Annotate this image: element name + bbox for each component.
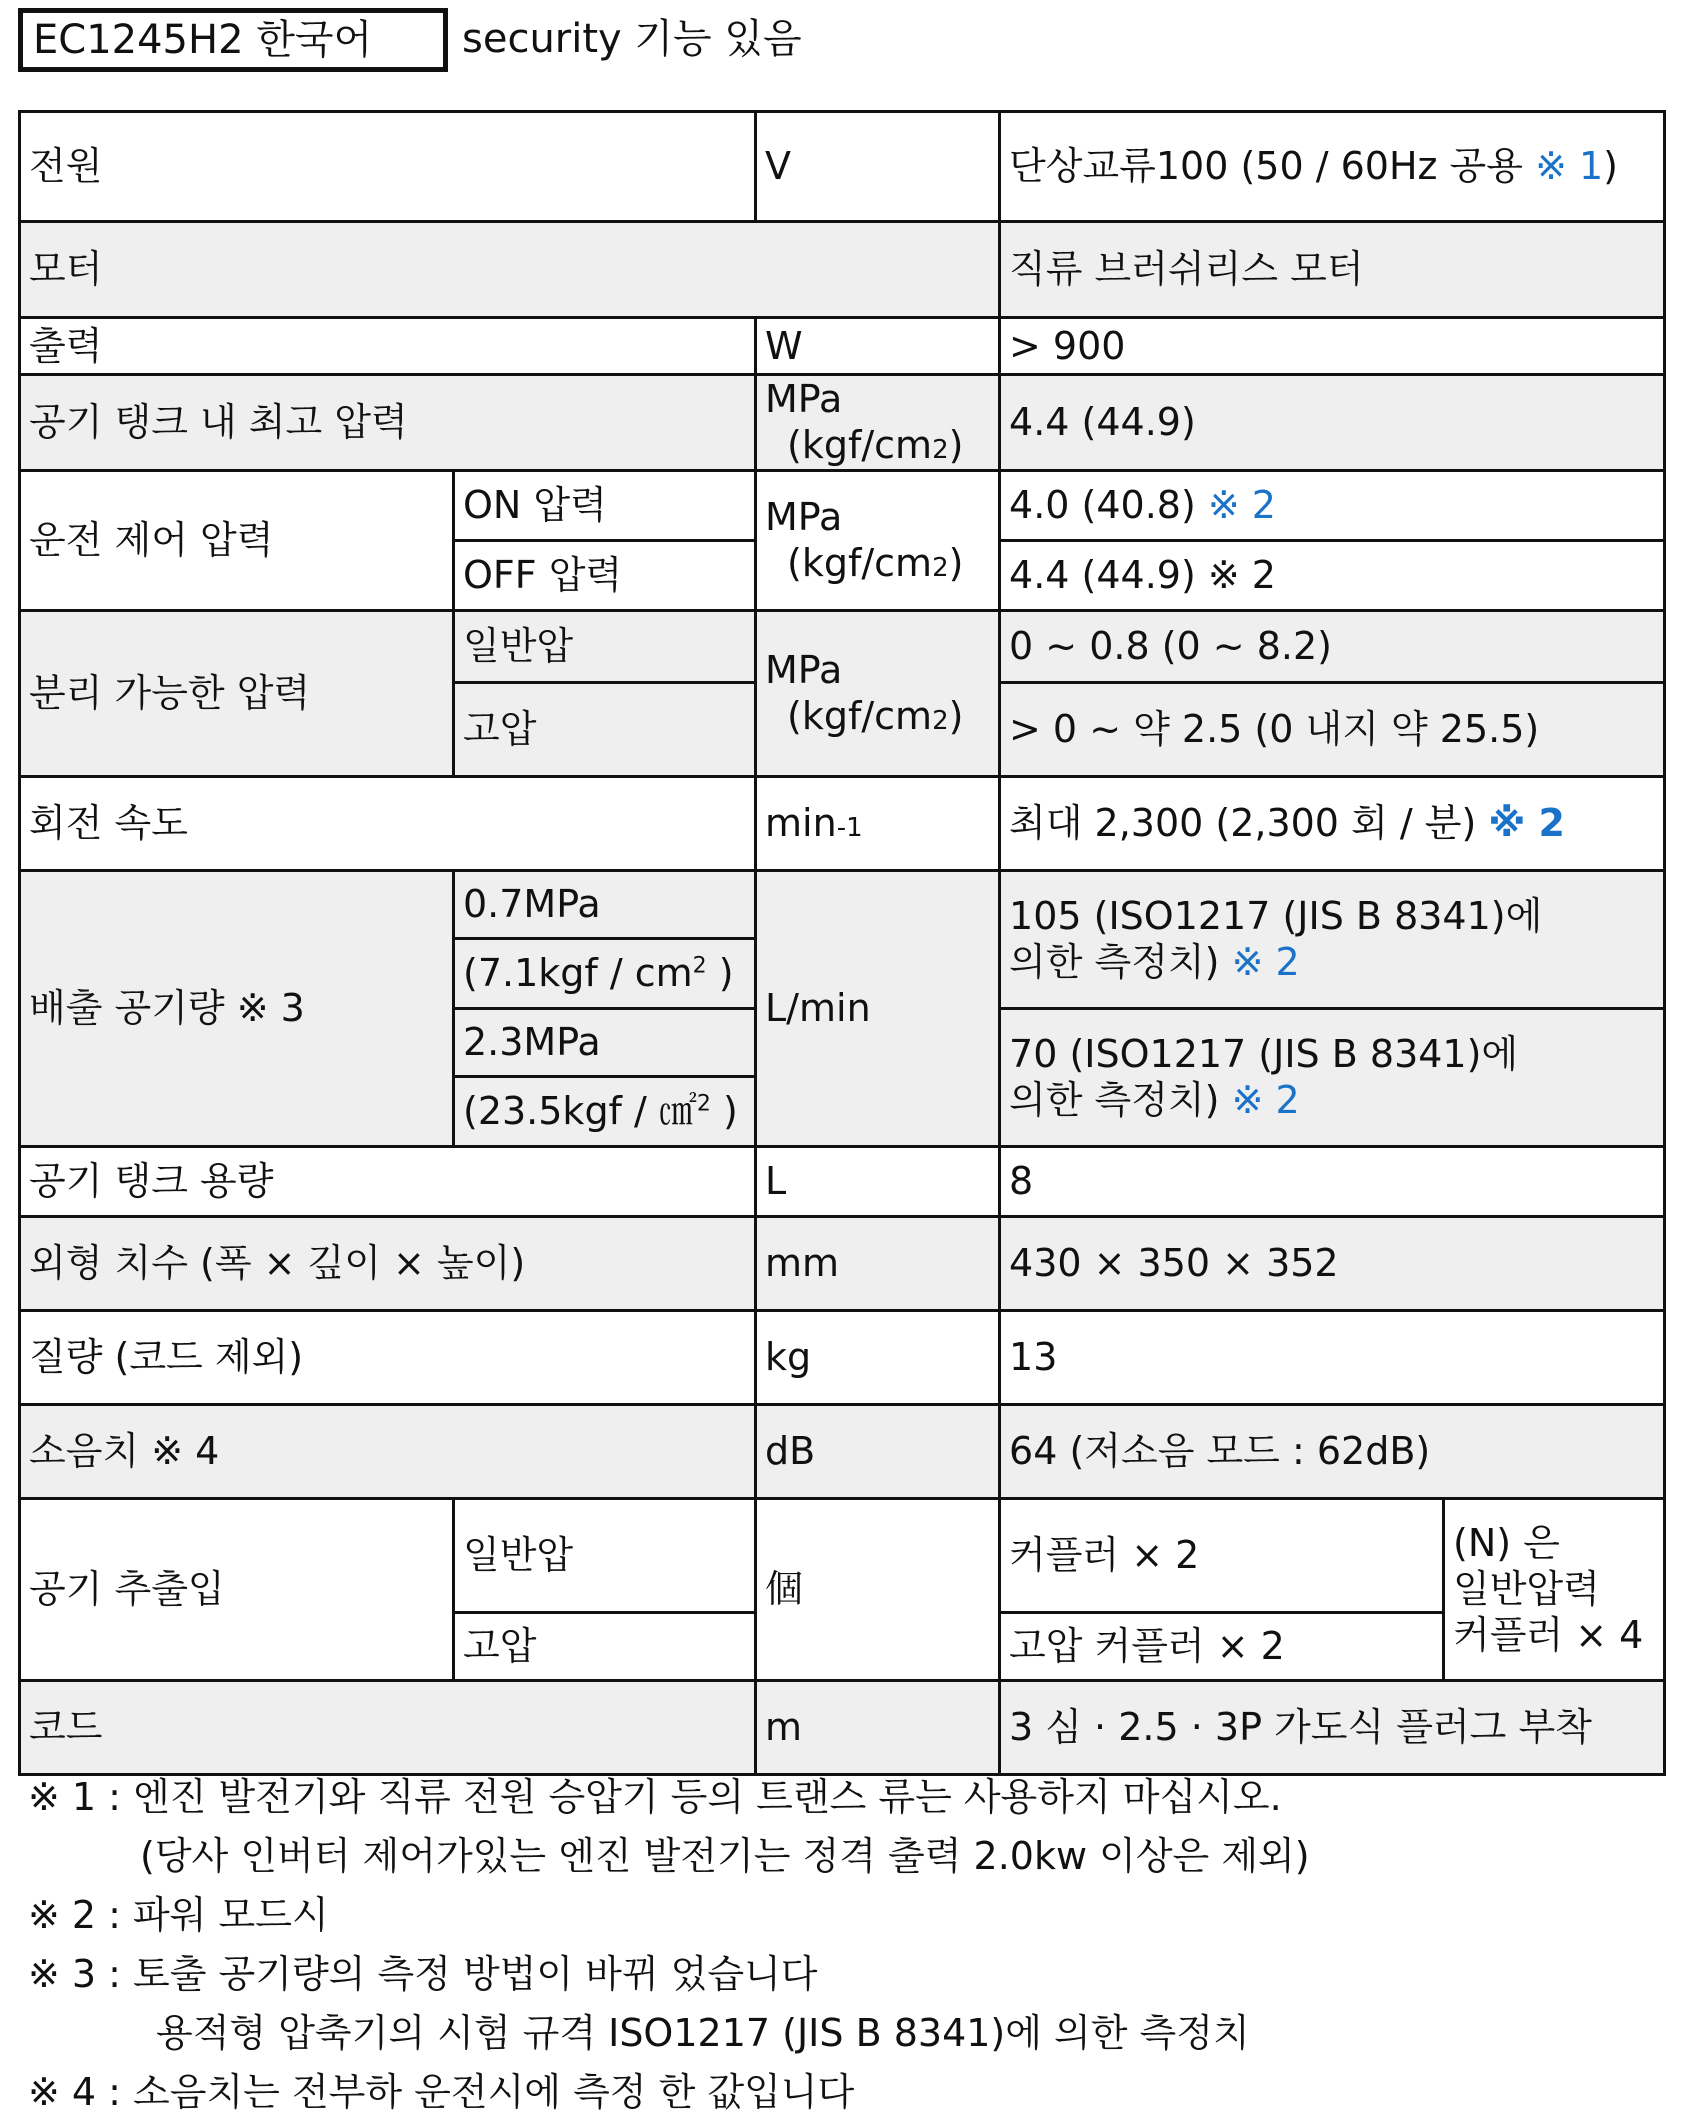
label-discharge: 배출 공기량 ※ 3 xyxy=(20,870,454,1146)
footnote-1: ※ 1 : 엔진 발전기와 직류 전원 승압기 등의 트랜스 류는 사용하지 마십시오. xyxy=(28,1775,1282,1819)
value-tank-volume: 8 xyxy=(1000,1146,1665,1216)
label-outlet: 공기 추출입 xyxy=(20,1498,454,1680)
row-separable-normal xyxy=(20,610,1665,682)
unit-tank-volume: L xyxy=(756,1146,1000,1216)
row-discharge-1 xyxy=(20,870,1665,938)
row-noise xyxy=(20,1404,1665,1498)
label-separable-normal: 일반압 xyxy=(454,610,756,682)
unit-cord: m xyxy=(756,1680,1000,1774)
security-note: security 기능 있음 xyxy=(462,16,802,62)
model-name: EC1245H2 한국어 xyxy=(33,17,373,63)
unit-output: W xyxy=(756,318,1000,375)
label-rotation: 회전 속도 xyxy=(20,776,756,870)
label-separable-high: 고압 xyxy=(454,682,756,776)
note-mark-2: ※ 2 xyxy=(1231,940,1300,985)
label-weight: 질량 (코드 제외) xyxy=(20,1310,756,1404)
label-control-off: OFF 압력 xyxy=(454,540,756,610)
spec-table xyxy=(18,110,1666,1776)
discharge-pressure-2: 2.3MPa xyxy=(454,1008,756,1076)
footnotes xyxy=(28,1768,1310,2122)
value-separable-normal: 0 ~ 0.8 (0 ~ 8.2) xyxy=(1000,610,1665,682)
discharge-kgf-1: ($7.1kgf / cm^2$ ) xyxy=(454,938,756,1008)
value-power: 단상교류100 (50 / 60Hz 공용 ※ 1) xyxy=(1000,112,1665,222)
discharge-kgf-2: (23.5kgf / ㎠$^2$ ) xyxy=(454,1076,756,1146)
value-dimensions: 430 × 350 × 352 xyxy=(1000,1216,1665,1310)
value-cord: 3 심 · 2.5 · 3P 가도식 플러그 부착 xyxy=(1000,1680,1665,1774)
label-control: 운전 제어 압력 xyxy=(20,470,454,610)
row-tank-pressure xyxy=(20,375,1665,471)
value-outlet-normal: 커플러 × 2 xyxy=(1000,1498,1444,1612)
row-rotation xyxy=(20,776,1665,870)
value-discharge-2: 70 (ISO1217 (JIS B 8341)에 의한 측정치) ※ 2 xyxy=(1000,1008,1665,1146)
value-outlet-extra: (N) 은 일반압력 커플러 × 4 xyxy=(1444,1498,1665,1680)
label-motor: 모터 xyxy=(20,222,1000,318)
value-weight: 13 xyxy=(1000,1310,1665,1404)
label-control-on: ON 압력 xyxy=(454,470,756,540)
value-tank-pressure: 4.4 (44.9) xyxy=(1000,375,1665,471)
note-mark-2: ※ 2 xyxy=(1231,1078,1300,1123)
label-outlet-normal: 일반압 xyxy=(454,1498,756,1612)
value-motor: 직류 브러쉬리스 모터 xyxy=(1000,222,1665,318)
label-cord: 코드 xyxy=(20,1680,756,1774)
unit-tank-pressure: MPa (kgf/cm2) xyxy=(756,375,1000,471)
footnote-2: ※ 2 : 파워 모드시 xyxy=(28,1893,329,1937)
unit-discharge: L/min xyxy=(756,870,1000,1146)
unit-outlet: 個 xyxy=(756,1498,1000,1680)
label-power: 전원 xyxy=(20,112,756,222)
row-control-on xyxy=(20,470,1665,540)
row-power xyxy=(20,112,1665,222)
label-output: 출력 xyxy=(20,318,756,375)
footnote-1-detail: (당사 인버터 제어가있는 엔진 발전기는 정격 출력 2.0kw 이상은 제외) xyxy=(140,1834,1310,1878)
label-separable: 분리 가능한 압력 xyxy=(20,610,454,776)
row-dimensions xyxy=(20,1216,1665,1310)
unit-power: V xyxy=(756,112,1000,222)
label-dimensions: 외형 치수 (폭 × 깊이 × 높이) xyxy=(20,1216,756,1310)
row-outlet-normal xyxy=(20,1498,1665,1612)
label-noise: 소음치 ※ 4 xyxy=(20,1404,756,1498)
footnote-4: ※ 4 : 소음치는 전부하 운전시에 측정 한 값입니다 xyxy=(28,2070,855,2114)
value-control-off: 4.4 (44.9) ※ 2 xyxy=(1000,540,1665,610)
discharge-pressure-1: 0.7MPa xyxy=(454,870,756,938)
value-control-on: 4.0 (40.8) ※ 2 xyxy=(1000,470,1665,540)
row-motor xyxy=(20,222,1665,318)
value-separable-high: > 0 ~ 약 2.5 (0 내지 약 25.5) xyxy=(1000,682,1665,776)
unit-weight: kg xyxy=(756,1310,1000,1404)
note-mark-1: ※ 1 xyxy=(1535,144,1604,189)
unit-control: MPa (kgf/cm2) xyxy=(756,470,1000,610)
row-weight xyxy=(20,1310,1665,1404)
value-noise: 64 (저소음 모드 : 62dB) xyxy=(1000,1404,1665,1498)
row-tank-volume xyxy=(20,1146,1665,1216)
unit-dimensions: mm xyxy=(756,1216,1000,1310)
row-cord xyxy=(20,1680,1665,1774)
value-discharge-1: 105 (ISO1217 (JIS B 8341)에 의한 측정치) ※ 2 xyxy=(1000,870,1665,1008)
note-mark-2: ※ 2 xyxy=(1207,483,1276,528)
value-output: > 900 xyxy=(1000,318,1665,375)
value-rotation: 최대 2,300 (2,300 회 / 분) ※ 2 xyxy=(1000,776,1665,870)
note-mark-2: ※ 2 xyxy=(1488,801,1565,846)
footnote-3: ※ 3 : 토출 공기량의 측정 방법이 바뀌 었습니다 xyxy=(28,1952,818,1996)
label-tank-pressure: 공기 탱크 내 최고 압력 xyxy=(20,375,756,471)
unit-noise: dB xyxy=(756,1404,1000,1498)
footnote-3-detail: 용적형 압축기의 시험 규격 ISO1217 (JIS B 8341)에 의한 측정치 xyxy=(156,2011,1250,2055)
label-outlet-high: 고압 xyxy=(454,1612,756,1680)
row-output xyxy=(20,318,1665,375)
unit-separable: MPa (kgf/cm2) xyxy=(756,610,1000,776)
value-outlet-high: 고압 커플러 × 2 xyxy=(1000,1612,1444,1680)
model-name-box xyxy=(18,8,448,72)
unit-rotation: min-1 xyxy=(756,776,1000,870)
label-tank-volume: 공기 탱크 용량 xyxy=(20,1146,756,1216)
